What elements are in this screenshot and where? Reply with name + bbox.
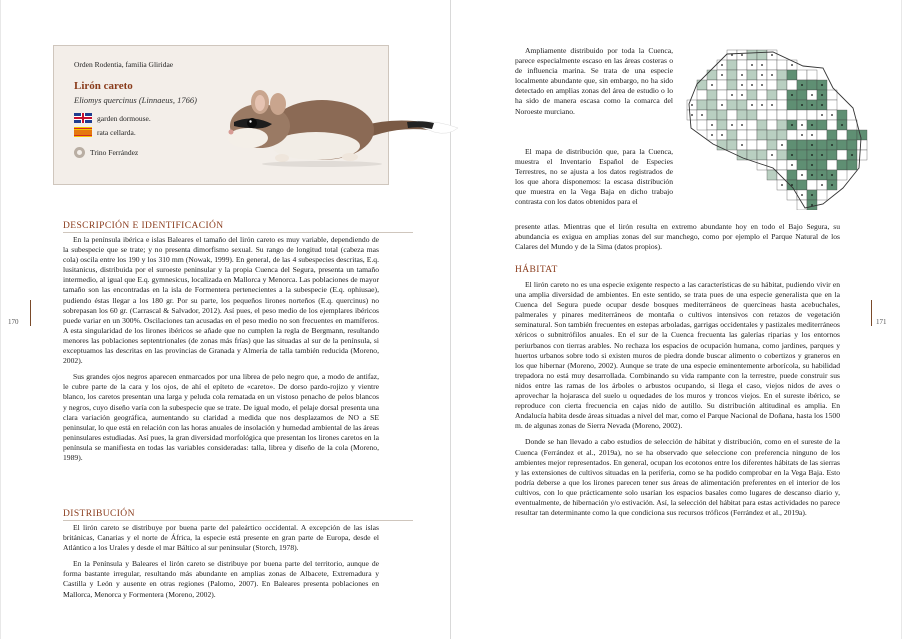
map-cell (787, 80, 797, 90)
english-name: garden dormouse. (97, 113, 151, 123)
map-cell (707, 110, 717, 120)
map-cell (837, 140, 847, 150)
map-cell (787, 170, 797, 180)
map-record-dot (791, 64, 793, 66)
map-cell (797, 90, 807, 100)
map-record-dot (811, 94, 813, 96)
map-record-dot (791, 94, 793, 96)
paragraph: En la península ibérica e islas Baleares el tamaño del lirón careto es muy variable, dependiendo de la subespecie que se trate; y no presenta dimorfismo sexual. Su rango de longitud total (cabeza mas cola) oscila entre los 190 y los 310 mm (Nowak, 1999). En general, de las 4 subespecies descritas, E.q. lusitanicus, distribuida por el suroeste peninsular y la propia Cuenca del Segura, presenta un tamaño intermedio, al igual que E.q. gymnesicus, localizada en Mallorca y Menorca. Las poblaciones de mayor tamaño son las encontradas en la isla de Formentera pertenecientes a la subespecie (E.q. ophiusae), pudiendo éstas llegar a los 180 gr. Por su parte, los pequeños lirones norteños (E.q. quercinus) no sobrepasan los 60 gr. (Carrascal & Salvador, 2012). Así pues, el peso medio de los ejemplares ibéricos puede variar en un 300%. Oscilaciones tan acusadas en el peso medio no son frecuentes en mamíferos. A esta singularidad de los lirones ibéricos se añade que no cumplen la regla de Bergmann, resultando menores las poblaciones septentrionales (de zonas más frías) que las situadas al sur de la península, si exceptuamos las descritas en las provincias de Granada y Almería de talla también reducida (Moreno, 2002). (63, 235, 379, 366)
map-cell (777, 100, 787, 110)
map-cell (737, 130, 747, 140)
map-record-dot (801, 124, 803, 126)
map-record-dot (821, 114, 823, 116)
map-cell (767, 90, 777, 100)
map-cell (737, 100, 747, 110)
map-record-dot (761, 104, 763, 106)
map-cell (757, 110, 767, 120)
map-record-dot (811, 194, 813, 196)
map-record-dot (781, 184, 783, 186)
paragraph: El mapa de distribución que, para la Cuenca, muestra el Inventario Español de Especies Terrestres, no se ajusta a los datos registrados de los que ahora disponemos: la escasa distribución que muestra en la Vega Baja en dicho trabajo contrasta con los datos obtenidos para el (515, 147, 673, 207)
uk-flag-icon (74, 113, 92, 123)
map-cell (787, 130, 797, 140)
paragraph: Donde se han llevado a cabo estudios de selección de hábitat y distribución, como en el sureste de la Cuenca (Ferrández et al., 2019a), no se ha observado que seleccione con preferencia ninguno de los ambientes mejor representados. En general, ocupan los ecotonos entre los diferentes hábitats de las sierras y las extensiones de cultivos situadas en la periferia, como se ha podido comprobar en la Vega Baja. Esto podría deberse a que los lirones parecen tener sus áreas de alimentación preferentes en el interior de los cultivos, con lo que prácticamente solo usarían los espacios basales como lugares de descanso diario y, eventualmente, de hibernación y/o estivación. Así, la selección del hábitat para estas actividades no parece resultar tan determinante como la que condiciona sus recursos tróficos (Ferrández et al., 2019a). (515, 437, 840, 518)
map-cell (847, 120, 857, 130)
map-cell (787, 140, 797, 150)
map-cell (827, 100, 837, 110)
map-cell (857, 130, 867, 140)
map-cell (837, 110, 847, 120)
catalan-flag-icon (74, 127, 92, 137)
heading-descripcion: DESCRIPCIÓN E IDENTIFICACIÓN (63, 221, 413, 233)
species-common-name: Lirón careto (74, 80, 133, 92)
mapa-text-continuation (515, 222, 840, 253)
map-cell (727, 80, 737, 90)
habitat-body (515, 280, 840, 518)
folio-left: 170 (8, 318, 19, 326)
map-record-dot (741, 94, 743, 96)
map-record-dot (721, 74, 723, 76)
map-cell (857, 140, 867, 150)
map-cell (727, 60, 737, 70)
map-cell (757, 140, 767, 150)
map-cell (777, 130, 787, 140)
map-cell (837, 150, 847, 160)
map-record-dot (741, 74, 743, 76)
paragraph: En la Península y Baleares el lirón careto se distribuye por buena parte del territorio, aunque de forma bastante irregular, resultando más abundante en amplias zonas de Albacete, Extremadura y Castilla y León y ausente en otras regiones (Palomo, 2007). En Baleares presenta poblaciones en Mallorca, Menorca y Formentera (Moreno, 2002). (63, 559, 379, 599)
map-cell (747, 140, 757, 150)
map-cell (767, 60, 777, 70)
map-record-dot (821, 104, 823, 106)
map-record-dot (751, 64, 753, 66)
map-cell (817, 190, 827, 200)
map-cell (827, 150, 837, 160)
map-cell (747, 150, 757, 160)
map-cell (727, 110, 737, 120)
photo-author: Trino Ferrández (90, 148, 139, 157)
map-cell (747, 110, 757, 120)
map-record-dot (851, 154, 853, 156)
map-record-dot (811, 174, 813, 176)
map-cell (757, 90, 767, 100)
map-record-dot (811, 144, 813, 146)
map-cell (747, 70, 757, 80)
map-cell (837, 160, 847, 170)
map-record-dot (761, 84, 763, 86)
paragraph: El lirón careto se distribuye por buena parte del paleártico occidental. A excepción de las islas británicas, Canarias y el norte de África, la especie está presente en gran parte de Europa, desde el Atlántico a los Urales y desde el mar Báltico al sur peninsular (Storch, 1978). (63, 523, 379, 553)
map-record-dot (781, 144, 783, 146)
species-card (53, 45, 389, 185)
map-cell (757, 160, 767, 170)
map-cell (747, 50, 757, 60)
map-record-dot (741, 84, 743, 86)
map-cell (797, 150, 807, 160)
map-record-dot (791, 154, 793, 156)
map-cell (727, 100, 737, 110)
map-record-dot (831, 144, 833, 146)
map-cell (827, 160, 837, 170)
map-cell (767, 130, 777, 140)
map-cell (787, 70, 797, 80)
map-record-dot (791, 164, 793, 166)
map-cell (797, 160, 807, 170)
map-record-dot (791, 124, 793, 126)
photo-credit (74, 147, 138, 158)
heading-distribucion: DISTRIBUCIÓN (63, 509, 413, 521)
map-cell (757, 120, 767, 130)
map-cell (777, 70, 787, 80)
paragraph: presente atlas. Mientras que el lirón resulta en extremo abundante hoy en todo el Bajo Segura, su abundancia es exigua en amplias zonas del sur manchego, como por ejemplo el Parque Natural de los Calares del Mundo y de la Sima (datos propios). (515, 222, 840, 252)
map-cell (807, 80, 817, 90)
map-record-dot (801, 104, 803, 106)
map-record-dot (731, 124, 733, 126)
intro-body (515, 46, 673, 117)
folio-right: 171 (876, 318, 887, 326)
map-record-dot (801, 84, 803, 86)
map-record-dot (831, 174, 833, 176)
map-cell (777, 150, 787, 160)
paragraph: Sus grandes ojos negros aparecen enmarcados por una librea de pelo negro que, a modo de antifaz, le cubre parte de la cara y los ojos, de ahí el epíteto de «careto». De dorso pardo-rojizo y vientre blanco, los caretos presentan una larga y peluda cola rematada en un vistoso penacho de pelos blancos y negros, cuyo diseño varía con la subespecie que se trate. De igual modo, el pelaje dorsal presenta una clara variación geográfica, aumentando su claridad a medida que nos desplazamos de NO a SE peninsular, lo que está en relación con las horas anuales de insolación y humedad ambiental de las áreas peninsulares estudiadas. Así pues, la gran diversidad morfológica que presentan los lirones caretos en la península se manifiesta en todas las variables consideradas: talla, librea y diseño de la cola (Moreno, 1989). (63, 372, 379, 462)
map-cell (817, 130, 827, 140)
descripcion-body (63, 235, 379, 463)
map-cell (767, 80, 777, 90)
map-cell (847, 140, 857, 150)
map-record-dot (691, 114, 693, 116)
map-cell (807, 110, 817, 120)
map-cell (797, 140, 807, 150)
map-cell (787, 110, 797, 120)
map-cell (827, 90, 837, 100)
map-record-dot (761, 64, 763, 66)
map-record-dot (801, 194, 803, 196)
map-cell (767, 170, 777, 180)
map-cell (797, 200, 807, 210)
map-cell (827, 130, 837, 140)
paragraph: El lirón careto no es una especie exigente respecto a las características de su hábitat, pudiendo vivir en una amplia diversidad de ambientes. En este sentido, se trata pues de una especie generalista que en la Cuenca del Segura puede ocupar desde bosques mediterráneos de quercíneas hasta acebuchales, palmerales y pinares mediterráneos de montaña o cultivos intensivos con retazos de vegetación seminatural. Son también frecuentes en estepas arboladas, garrigas occidentales y pastizales mediterráneos xéricos o subnitrófilos anuales. En el sur de la Cuenca frecuenta las galerías riparias y los entornos periurbanos con tierras arables. No rechaza los espacios de ocupación humana, como jardines, parques y huertos urbanos sobre todo si existen muros de piedra donde buscar alimento o cobertizos y graneros en los que hibernar (Moreno, 2002). Aunque se trate de una especie eminentemente arborícola, su habilidad trepadora no está muy desarrollada. Combinando su vida rampante con la terrestre, puede construir sus nidos entre las ramas de los árboles o arbustos ocupando, si llega el caso, viejos nidos de aves o aprovechar la hojarasca del suelo u oquedades de los muros y troncos viejos. En el sureste ibérico, se reproduce con cierta frecuencia en cajas nido de autillo. Su distribución altitudinal es amplia. En Andalucía habita desde áreas situadas a nivel del mar, como el Parque Nacional de Doñana, hasta los 1500 m. de algunas zonas de Sierra Nevada (Moreno, 2002). (515, 280, 840, 431)
map-cell (807, 180, 817, 190)
map-record-dot (811, 134, 813, 136)
map-record-dot (811, 154, 813, 156)
map-cell (697, 100, 707, 110)
map-record-dot (801, 134, 803, 136)
map-record-dot (771, 54, 773, 56)
map-record-dot (711, 84, 713, 86)
map-record-dot (821, 154, 823, 156)
map-cell (757, 150, 767, 160)
map-cell (737, 60, 747, 70)
map-cell (707, 70, 717, 80)
map-record-dot (751, 104, 753, 106)
map-cell (777, 90, 787, 100)
map-cell (767, 110, 777, 120)
map-cell (707, 90, 717, 100)
map-cell (817, 140, 827, 150)
mapa-text-narrow (515, 147, 673, 227)
map-record-dot (711, 124, 713, 126)
map-cell (747, 130, 757, 140)
map-record-dot (721, 64, 723, 66)
map-cell (777, 120, 787, 130)
map-record-dot (731, 94, 733, 96)
map-cell (767, 120, 777, 130)
map-record-dot (841, 124, 843, 126)
map-record-dot (701, 114, 703, 116)
map-record-dot (811, 164, 813, 166)
species-latin-name: Eliomys quercinus (Linnaeus, 1766) (74, 95, 197, 105)
map-record-dot (801, 174, 803, 176)
map-cell (837, 170, 847, 180)
map-cell (697, 90, 707, 100)
map-record-dot (731, 54, 733, 56)
map-cell (847, 130, 857, 140)
map-record-dot (751, 84, 753, 86)
map-cell (717, 80, 727, 90)
map-cell (747, 120, 757, 130)
map-cell (717, 110, 727, 120)
map-record-dot (811, 104, 813, 106)
map-cell (807, 70, 817, 80)
map-record-dot (831, 184, 833, 186)
map-record-dot (811, 204, 813, 206)
map-record-dot (821, 184, 823, 186)
map-record-dot (771, 154, 773, 156)
catalan-name: rata cellarda. (97, 127, 136, 137)
map-cell (777, 110, 787, 120)
map-cell (817, 120, 827, 130)
dormouse-illustration (212, 66, 462, 176)
map-record-dot (811, 124, 813, 126)
map-cell (727, 70, 737, 80)
map-cell (757, 130, 767, 140)
map-record-dot (721, 134, 723, 136)
map-cell (767, 160, 777, 170)
map-cell (777, 80, 787, 90)
map-cell (777, 170, 787, 180)
map-record-dot (721, 104, 723, 106)
map-record-dot (711, 134, 713, 136)
map-cell (757, 50, 767, 60)
taxonomic-order: Orden Rodentia, familia Gliridae (74, 60, 174, 69)
distribucion-body (63, 523, 379, 600)
map-cell (857, 150, 867, 160)
map-record-dot (831, 114, 833, 116)
camera-icon (74, 147, 85, 158)
page-edge-left (0, 0, 1, 639)
map-cell (837, 130, 847, 140)
heading-habitat: HÁBITAT (515, 265, 558, 275)
folio-rule-left (30, 300, 31, 326)
map-cell (787, 100, 797, 110)
english-name-row (74, 113, 151, 123)
map-record-dot (771, 104, 773, 106)
map-cell (707, 100, 717, 110)
distribution-map (683, 48, 871, 210)
map-cell (737, 110, 747, 120)
catalan-name-row (74, 127, 136, 137)
paragraph: Ampliamente distribuido por toda la Cuenca, parece especialmente escaso en las áreas costeras o de influencia marina. Se trata de una especie localmente abundante que, sin embargo, no ha sido detectado en amplias zonas del área de estudio o lo ha sido de manera escasa como la comarca del Noroeste murciano. (515, 46, 673, 116)
map-cell (727, 130, 737, 140)
map-record-dot (821, 174, 823, 176)
map-record-dot (821, 84, 823, 86)
map-record-dot (691, 104, 693, 106)
folio-rule-right (871, 300, 872, 326)
map-cell (777, 60, 787, 70)
map-record-dot (821, 94, 823, 96)
map-cell (797, 70, 807, 80)
map-cell (797, 180, 807, 190)
map-record-dot (761, 74, 763, 76)
map-record-dot (741, 54, 743, 56)
map-cell (717, 120, 727, 130)
map-cell (747, 90, 757, 100)
map-cell (777, 160, 787, 170)
map-cell (717, 90, 727, 100)
map-record-dot (741, 144, 743, 146)
map-cell (697, 120, 707, 130)
map-cell (697, 80, 707, 90)
map-cell (817, 160, 827, 170)
map-record-dot (771, 74, 773, 76)
map-cell (847, 160, 857, 170)
map-cell (797, 110, 807, 120)
map-record-dot (741, 124, 743, 126)
map-record-dot (791, 184, 793, 186)
map-cell (827, 120, 837, 130)
map-cell (727, 140, 737, 150)
map-cell (767, 140, 777, 150)
